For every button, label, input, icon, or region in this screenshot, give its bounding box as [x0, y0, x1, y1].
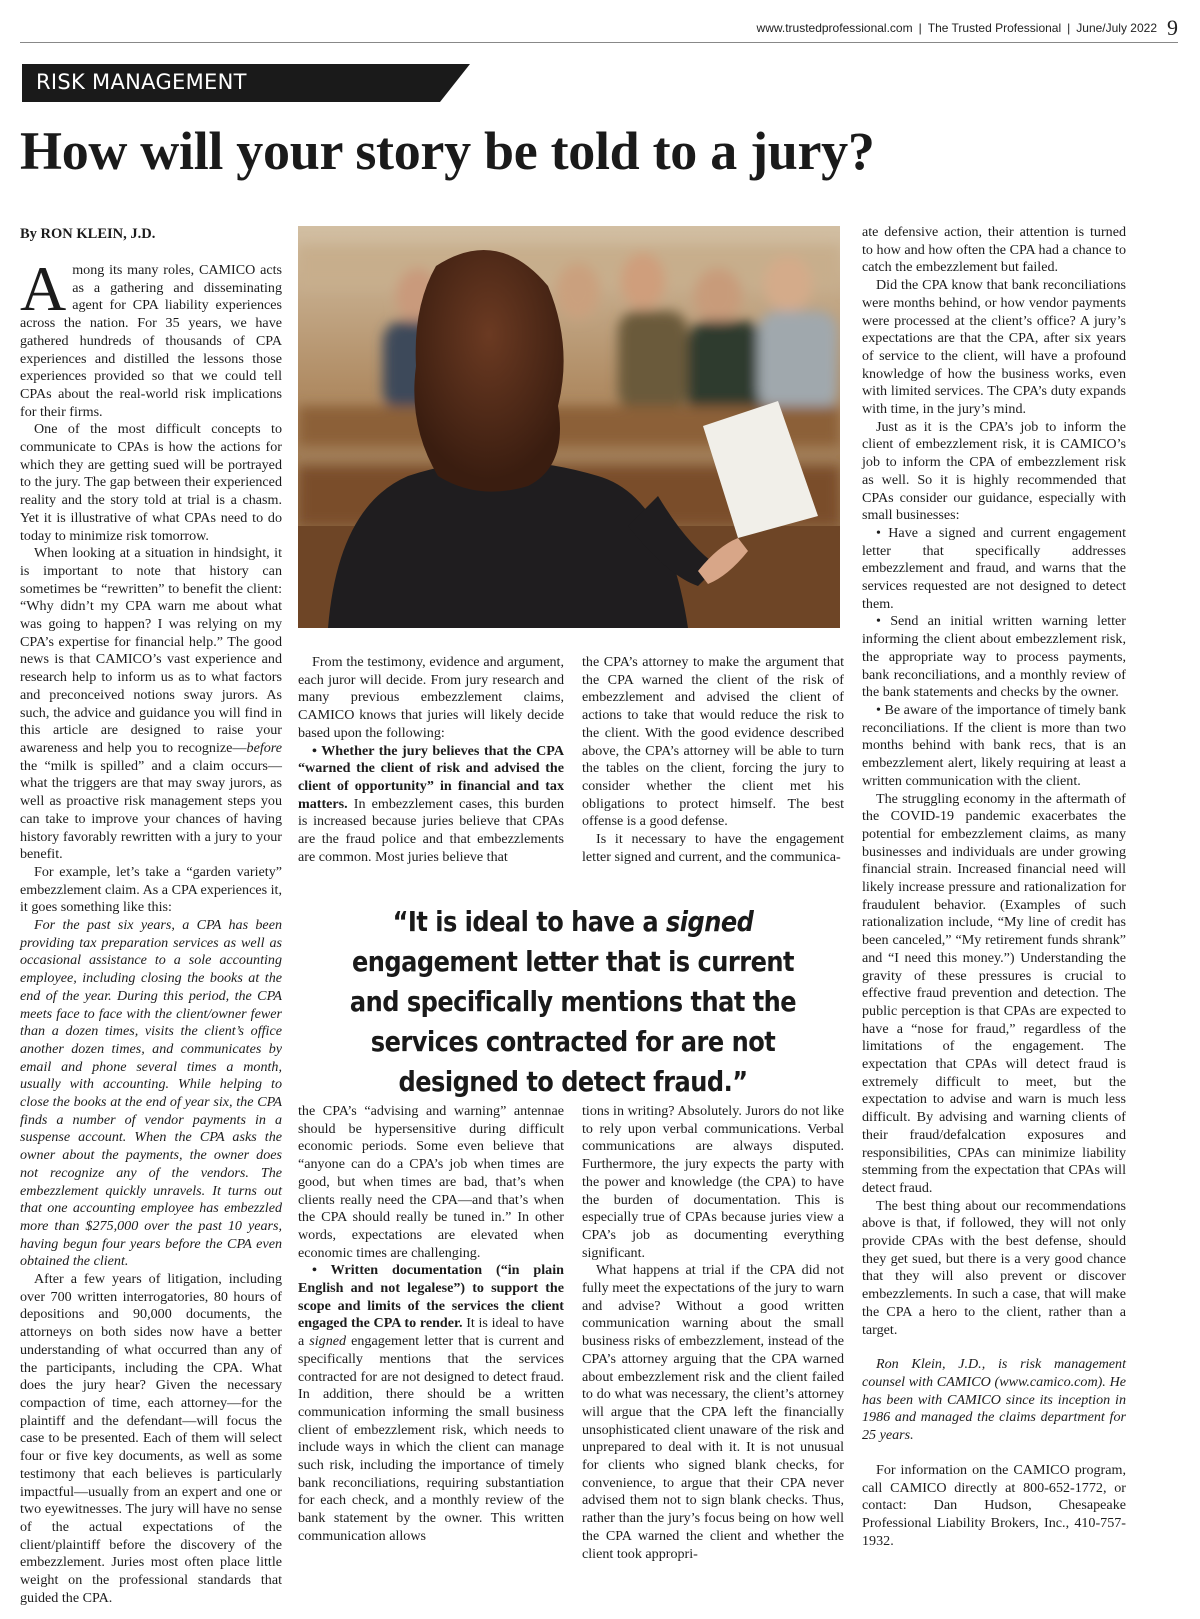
paragraph — [298, 1262, 564, 1545]
header-rule — [20, 42, 1178, 43]
emphasis: before — [246, 739, 282, 756]
text-run: When looking at a situation in hindsight, it is important to note that history can sometimes be “rewritten” to benefit the client: “Why didn’t my CPA warn me about what was going to happen? I was relying on my CPA’s expertise for financial help.” The good news is that CAMICO’s vast experience and research help to inform us as to what factors and preconceived notions sway jurors. As such, the advice and guidance you will find in this article are designed to raise your awareness and help you to recognize— — [20, 545, 282, 756]
paragraph: What happens at trial if the CPA did not fully meet the expectations of the jury to warn and advise? Without a good written communication warning about the small business risks of embezzlement, instead of the CPA’s attorney arguing that the CPA warned about embezzlement risk and the client failed to do what was necessary, the client’s attorney will argue that the CPA left the financially unsophisticated client unaware of the risk and unprepared to deal with it. It is not unusual for clients who signed blank checks, for convenience, to argue that their CPA never advised them not to sign blank checks. Thus, rather than the jury’s focus being on how well the CPA warned the client and whether the client took appropri- — [582, 1262, 844, 1562]
site-url[interactable]: www.trustedprofessional.com — [756, 21, 913, 35]
separator: | — [918, 21, 922, 35]
pull-quote — [338, 902, 808, 1102]
byline: By RON KLEIN, J.D. — [20, 226, 156, 242]
paragraph: One of the most difficult concepts to communicate to CPAs is how the actions for which they are getting sued will be portrayed to the jury. The gap between their experienced reality and the story told at trial is a chasm. Yet it is illustrative of what CPAs need to do today to minimize risk tomorrow. — [20, 421, 282, 544]
paragraph: For example, let’s take a “garden variety” embezzlement claim. As a CPA experiences it, it goes something like this: — [20, 863, 282, 916]
bullet-item: • Send an initial written warning letter informing the client about embezzlement risk, the appropriate way to process payments, bank reconciliations, and a monthly review of the bank statements and checks by the owner. — [862, 613, 1126, 701]
contact-info: For information on the CAMICO program, call CAMICO directly at 800-652-1772, or contact: Dan Hudson, Chesapeake Professional Liability Brokers, Inc., 410-757-1932. — [862, 1461, 1126, 1549]
column-2-top — [298, 654, 564, 866]
page-header — [0, 12, 1178, 42]
article-headline: How will your story be told to a jury? — [20, 121, 875, 181]
paragraph: the CPA’s attorney to make the argument that the CPA warned the client of the risk of embezzlement and advised the client of actions to take that would reduce the risk to the client. With the good evidence described above, the CPA’s attorney will be able to turn the tables on the client, forcing the jury to consider whether the client met his obligations to protect himself. The best offense is a good defense. — [582, 654, 844, 830]
emphasis: signed — [309, 1333, 347, 1350]
drop-cap: A — [20, 253, 67, 324]
paragraph: mong its many roles, CAMICO acts as a gathering and disseminating agent for CPA liability experiences across the nation. For 35 years, we have gathered hundreds of thousands of CPA experiences and distilled the lessons those experiences provided so that we could tell CPAs about the real-world risk implications for their firms. — [20, 262, 282, 420]
author-bio: Ron Klein, J.D., is risk management counsel with CAMICO (www.camico.com). He has been with CAMICO since its inception in 1986 and managed the claims department for 25 years. — [862, 1356, 1126, 1444]
text-run: the “milk is spilled” and a claim occurs—what the triggers are that may sway jurors, as well as proactive risk management steps you can take to improve your chances of having history favorably rewritten with a jury to your benefit. — [20, 757, 282, 863]
quote-text: “It is ideal to have a — [392, 905, 666, 938]
paragraph: Did the CPA know that bank reconciliations were months behind, or how vendor payments were processed at the client’s office? A jury’s expectations are that the CPA, after six years of service to the client, will have a profound knowledge of how the business works, even with limited services. The CPA’s duty expands with time, in the jury’s mind. — [862, 277, 1126, 418]
photo-illustration — [298, 226, 840, 628]
page-number: 9 — [1167, 15, 1178, 40]
paragraph: From the testimony, evidence and argument, each juror will decide. From jury research and many previous embezzlement claims, CAMICO knows that juries will likely decide based upon the following: — [298, 654, 564, 741]
paragraph: Is it necessary to have the engagement letter signed and current, and the communica- — [582, 831, 844, 865]
section-label: RISK MANAGEMENT — [36, 70, 247, 94]
paragraph — [20, 545, 282, 864]
paragraph: The struggling economy in the aftermath of the COVID-19 pandemic exacerbates the potential for embezzlement claims, as many businesses and individuals are under growing financial strain. Increased financial need will likely increase pressure and rationalization for fraudulent behavior. (Examples of such rationalization include, “My line of credit has been canceled,” “My retirement funds shrank” and “I need this money.”) Understanding the gravity of these pressures is crucial to effective fraud prevention and detection. The public perception is that CPAs are expected to have a “nose for fraud,” regardless of the limitations of the engagement. The expectation that CPAs will detect fraud is extremely difficult to meet, but the expectation to advise and warn is much less difficult. By advising and warning clients of their fraud/defalcation exposures and responsibilities, CPAs can minimize liability stemming from the expectation that CPAs will detect fraud. — [862, 790, 1126, 1196]
paragraph: Just as it is the CPA’s job to inform the client of embezzlement risk, it is CAMICO’s job to inform the CPA of embezzlement risk as well. So it is highly recommended that CPAs consider our guidance, especially with small businesses: — [862, 418, 1126, 524]
publication-name: The Trusted Professional — [927, 21, 1062, 35]
separator: | — [1067, 21, 1071, 35]
paragraph: the CPA’s “advising and warning” antennae should be hypersensitive during difficult economic periods. Some even believe that “anyone can do a CPA’s job when times are good, but when times are bad, that’s when clients really need the CPA—and that’s when the CPA should really be tuned in.” In other words, expectations are elevated when economic times are challenging. — [298, 1103, 564, 1261]
column-2-bottom — [298, 1103, 564, 1546]
column-3-top — [582, 654, 844, 866]
bullet-heading: • Whether the jury believes that the CPA “warned the client of risk and advised the client of opportunity” in financial and tax matters. — [298, 742, 564, 812]
paragraph: The best thing about our recommendations above is that, if followed, they will not only provide CPAs with the best defense, should they get sued, but there is a very good chance that they will also prevent or discover embezzlements. In such a case, that will make the CPA a hero to the client, rather than a target. — [862, 1197, 1126, 1338]
text-run: It is ideal to have a — [298, 1315, 564, 1350]
bullet-item: • Be aware of the importance of timely bank reconciliations. If the client is more than two months behind with bank recs, that is an embezzlement alert, likely requiring at least a written communication with the client. — [862, 701, 1126, 789]
paragraph: ate defensive action, their attention is turned to how and how often the CPA had a chance to catch the embezzlement but failed. — [862, 224, 1126, 276]
section-banner — [22, 64, 470, 102]
quote-emphasis: signed — [665, 905, 754, 938]
quote-text: engagement letter that is current and specifically mentions that the services contracted for are not designed to detect fraud.” — [349, 945, 797, 1098]
bullet-heading: • Written documentation (“in plain English and not legalese”) to support the scope and limits of the services the client engaged the CPA to render. — [298, 1262, 564, 1332]
courtroom-photo — [298, 226, 840, 628]
example-paragraph: For the past six years, a CPA has been providing tax preparation services as well as occasional assistance to a sole accounting employee, including closing the books at the end of the year. During this period, the CPA meets face to face with the client/owner fewer than a dozen times, visits the client’s office another dozen times, and communicates by email and phone several times a month, usually with accounting. While helping to close the books at the end of year six, the CPA finds a number of vendor payments in a suspense account. When the CPA asks the owner about the payments, the owner does not recognize any of the vendors. The embezzlement quickly unravels. It turns out that one accounting employee has embezzled more than $275,000 over the past 10 years, having begun four years before the CPA even obtained the client. — [20, 917, 282, 1270]
issue-date: June/July 2022 — [1076, 21, 1157, 35]
paragraph: After a few years of litigation, including over 700 written interrogatories, 80 hours of depositions and 90,000 documents, the attorneys on both sides now have a better understanding of what occurred than any of the participants, including the CPA. What does the jury hear? Given the necessary compaction of time, each attorney—for the plaintiff and the defendant—will focus the case to be presented. Each of them will select four or five key documents, as well as some testimony that each believes is particularly impactful—usually from an expert and one or two eyewitnesses. The jury will have no sense of the actual expectations of the client/plaintiff before the discovery of the embezzlement. Juries most often place little weight on the professional standards that guided the CPA. — [20, 1271, 282, 1606]
bullet-item: • Have a signed and current engagement letter that specifically addresses embezzlement and fraud, and warns that the services requested are not designed to detect them. — [862, 524, 1126, 612]
column-1 — [20, 253, 282, 1607]
column-4 — [862, 224, 1126, 1550]
paragraph — [298, 743, 564, 867]
column-3-bottom — [582, 1103, 844, 1563]
text-run: In embezzlement cases, this burden is increased because juries believe that CPAs are the fraud police and that embezzlements are common. Most juries believe that — [298, 795, 564, 865]
paragraph: tions in writing? Absolutely. Jurors do not like to rely upon verbal communications. Verbal communications are always disputed. Furthermore, the jury expects the party with the power and knowledge (the CPA) to have the burden of documentation. This is especially true of CPAs because juries view a CPA’s job as documenting everything significant. — [582, 1103, 844, 1261]
text-run: engagement letter that is current and specifically mentions that the services contracted for are not designed to detect fraud. In addition, there should be a written communication informing the small business client of embezzlement risk, which needs to include ways in which the client can manage such risk, including the importance of timely bank reconciliations, requiring substantiation for each check, and a monthly review of the bank statement by the owner. This written communication allows — [298, 1333, 564, 1544]
